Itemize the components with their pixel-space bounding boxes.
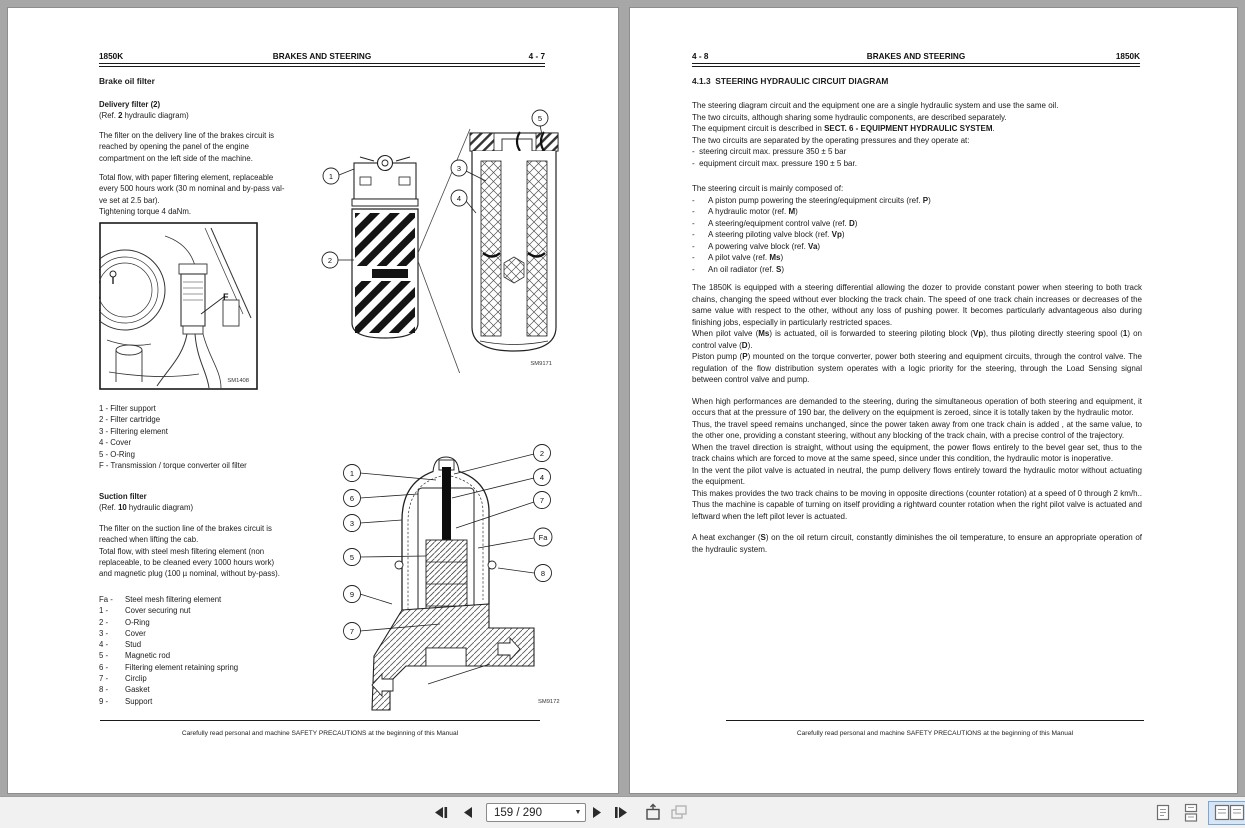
body-paragraph: In the vent the pilot valve is actuated in neutral, the pump delivery flows entirely toward the hydraulic motor without actuating the equipment. [692, 465, 1142, 486]
last-page-icon [614, 806, 629, 819]
page-number-input[interactable] [486, 803, 586, 822]
intro-line: The steering diagram circuit and the equipment one are a single hydraulic system and use the same oil. [692, 101, 1059, 110]
body-paragraph: When the travel direction is straight, without using the equipment, the power flows entirely to the bevel gear set, thus to the track chains which are forced to move at the same speed, since under this condition, the hydraulic motor is inoperative. [692, 442, 1142, 463]
body-paragraph: This makes provides the two track chains to be moving in opposite directions (counter rotation) at a speed of 0 through 2 km/h.. Thus the machine is capable of turning on itself providing a rightward counter rotation when the right pilot valve is actuated and leftward when the left pilot lever is actuated. [692, 488, 1143, 521]
parts-list-item: 2 - Filter cartridge [99, 415, 161, 425]
footer-rule [100, 720, 540, 721]
header-rule [99, 63, 545, 67]
page-header-number: 4 - 7 [528, 52, 545, 61]
body-paragraph: Piston pump (P) mounted on the torque converter, power both steering and equipment circuits, through the control valve. The regulation of the flow distribution system operates with a logic priority for the steering, through the Load Sensing signal between control valve and pump. [692, 352, 1143, 384]
page-right [630, 8, 1237, 793]
body-paragraph: When high performances are demanded to the steering, during the simultaneous operation of both steering and equipment, it occurs that at the pressure of 190 bar, the delivery on the equipment is zeroed, since it is totally taken by the hydraulic motor. [692, 396, 1142, 417]
first-page-icon [434, 806, 449, 819]
suction-filter-title: Suction filter [99, 492, 147, 501]
components-block [692, 183, 931, 275]
figure-delivery-filter [300, 105, 580, 373]
parts-list-item: 1 - Filter support [99, 404, 156, 413]
next-page-icon [592, 806, 602, 819]
callout-2 [322, 252, 354, 268]
delivery-filter-title: Delivery filter (2) [99, 100, 161, 109]
component-item: - A piston pump powering the steering/equipment circuits (ref. P) [692, 195, 931, 205]
next-view-icon [670, 803, 688, 821]
continuous-view-button[interactable] [1180, 801, 1202, 825]
previous-page-button[interactable] [463, 806, 473, 819]
delivery-paragraph-1: The filter on the delivery line of the brakes circuit is reached by opening the panel of the engine compartment on the left side of the machine. [99, 130, 275, 163]
suction-paragraph-1: The filter on the suction line of the brakes circuit is reached when lifting the cab. [99, 523, 272, 545]
component-item: - A powering valve block (ref. Va) [692, 241, 821, 251]
figure-label-F: F [223, 292, 229, 302]
facing-view-button[interactable] [1208, 801, 1245, 825]
svg-text:1: 1 [328, 172, 334, 181]
body-paragraph: When pilot valve (Ms) is actuated, oil is forwarded to steering piloting block (Vp), thus piloting directly steering spool (1) on control valve (D). [692, 329, 1142, 350]
component-item: - An oil radiator (ref. S) [692, 264, 785, 274]
page-header-number: 4 - 8 [692, 52, 709, 61]
intro-line: - equipment circuit max. pressure 190 ± 5 bar. [692, 158, 857, 168]
suction-filter-ref: (Ref. 10 hydraulic diagram) [99, 503, 194, 513]
svg-text:5: 5 [349, 553, 355, 562]
page-header-title: BRAKES AND STEERING [272, 52, 372, 61]
svg-text:3: 3 [456, 164, 462, 173]
next-page-button[interactable] [592, 806, 602, 819]
previous-page-icon [463, 806, 473, 819]
svg-text:6: 6 [349, 494, 355, 503]
delivery-filter-ref: (Ref. 2 hydraulic diagram) [99, 111, 189, 121]
section-title: 4.1.3 STEERING HYDRAULIC CIRCUIT DIAGRAM [692, 76, 889, 86]
first-page-button[interactable] [434, 806, 449, 819]
callout-5 [532, 110, 548, 135]
parts-list-item: 5 - O-Ring [99, 449, 135, 459]
next-view-button[interactable] [670, 803, 688, 821]
svg-text:7: 7 [349, 627, 355, 636]
svg-text:2: 2 [327, 256, 333, 265]
callout-right-2 [454, 445, 551, 475]
facing-view-icon [1213, 803, 1245, 823]
figure-code: SM9171 [530, 361, 552, 367]
suction-paragraph-2: Total flow, with steel mesh filtering element (non replaceable, to be cleaned every 1000 hours work) and magnetic plug (100 µ nominal, without by-pass). [99, 546, 280, 579]
figure-suction-filter [330, 432, 620, 722]
svg-text:8: 8 [540, 569, 546, 578]
svg-text:7: 7 [539, 496, 545, 505]
parts-list-item: F - Transmission / torque converter oil filter [99, 461, 247, 471]
components-intro: The steering circuit is mainly composed of: [692, 184, 844, 193]
component-item: - A steering/equipment control valve (ref. D) [692, 218, 858, 228]
parts-list-delivery [99, 403, 247, 471]
figure-code: SM9172 [538, 699, 560, 705]
parts-list-item: 4 - Cover [99, 438, 132, 448]
page-number-value: 159 / 290 [494, 806, 542, 819]
svg-text:9: 9 [349, 590, 355, 599]
pdf-toolbar [0, 796, 1245, 828]
svg-text:2: 2 [539, 449, 545, 458]
parts-list-suction: Fa - Steel mesh filtering element 1 - Cover securing nut 2 - O-Ring 3 - Cover 4 - Stud 5 - Magnetic rod 6 - Filtering element retaining spring 7 - Circlip 8 - Gasket 9 - Support [99, 595, 239, 706]
component-item: - A hydraulic motor (ref. M) [692, 207, 798, 216]
svg-text:Fa: Fa [538, 533, 548, 542]
callout-left-9 [344, 586, 393, 605]
header-rule [692, 63, 1140, 67]
page-header-model: 1850K [1115, 52, 1140, 61]
section-heading: Brake oil filter [99, 76, 155, 86]
callout-1 [323, 168, 354, 184]
chevron-down-icon[interactable]: ▼ [574, 809, 582, 816]
svg-text:4: 4 [539, 473, 545, 482]
suction-filter-block [99, 491, 314, 580]
figure-engine-compartment [99, 222, 258, 390]
body-paragraph: Thus, the travel speed remains unchanged, since the power taken away from one track chain is added , at the same value, to the other one, providing a constant steering, without any blocking of the track chain, with a precise control of the trajectory. [692, 419, 1142, 440]
last-page-button[interactable] [614, 806, 629, 819]
page-header-title: BRAKES AND STEERING [866, 52, 966, 61]
page-left [8, 8, 618, 793]
delivery-paragraph-3: Tightening torque 4 daNm. [99, 207, 192, 217]
continuous-view-icon [1182, 803, 1200, 823]
component-item: - A steering piloting valve block (ref. Vp) [692, 230, 845, 239]
footer-rule [726, 720, 1144, 721]
single-page-view-icon [1154, 803, 1172, 823]
component-item: - A pilot valve (ref. Ms) [692, 253, 784, 262]
delivery-filter-block [99, 99, 314, 218]
svg-text:4: 4 [456, 194, 462, 203]
single-page-view-button[interactable] [1152, 801, 1174, 825]
footer-note: Carefully read personal and machine SAFETY PRECAUTIONS at the beginning of this Manual [181, 730, 459, 737]
callout-left-3 [344, 515, 403, 532]
intro-line: The two circuits are separated by the operating pressures and they operate at: [692, 135, 970, 145]
delivery-paragraph-2: Total flow, with paper filtering element, replaceable every 500 hours work (30 m nominal and by-pass val- ve set at 2.5 bar). [99, 173, 285, 205]
body-paragraph: A heat exchanger (S) on the oil return circuit, constantly diminishes the oil temperature, to ensure an appropriate operation of the hydraulic system. [692, 533, 1142, 554]
figure-code: SM1408 [227, 378, 249, 384]
callout-right-8 [498, 565, 552, 582]
page-header-model: 1850K [99, 52, 124, 61]
intro-line: - steering circuit max. pressure 350 ± 5 bar [692, 147, 847, 156]
svg-text:3: 3 [349, 519, 355, 528]
callout-left-1 [344, 465, 437, 482]
previous-view-icon [644, 803, 662, 821]
footer-note: Carefully read personal and machine SAFETY PRECAUTIONS at the beginning of this Manual [796, 730, 1074, 737]
body-paragraphs [692, 282, 1142, 555]
intro-block [692, 100, 1058, 169]
body-paragraph: The 1850K is equipped with a steering differential allowing the dozer to provide constant power when steering to both track chains, changing the speed without ever blocking the track chain. The speed of one track chain increases or decreases of the same value with respect to the other, without any loss of pushing power. It becomes particularly advantageous also during finishing jobs, especially in particularly restricted spaces. [692, 283, 1142, 327]
svg-text:1: 1 [349, 469, 355, 478]
intro-line: The two circuits, although sharing some hydraulic components, are described separately. [692, 112, 1007, 122]
intro-line: The equipment circuit is described in SECT. 6 - EQUIPMENT HYDRAULIC SYSTEM. [692, 124, 995, 133]
svg-text:5: 5 [537, 114, 543, 123]
previous-view-button[interactable] [644, 803, 662, 821]
parts-list-item: 3 - Filtering element [99, 426, 168, 436]
